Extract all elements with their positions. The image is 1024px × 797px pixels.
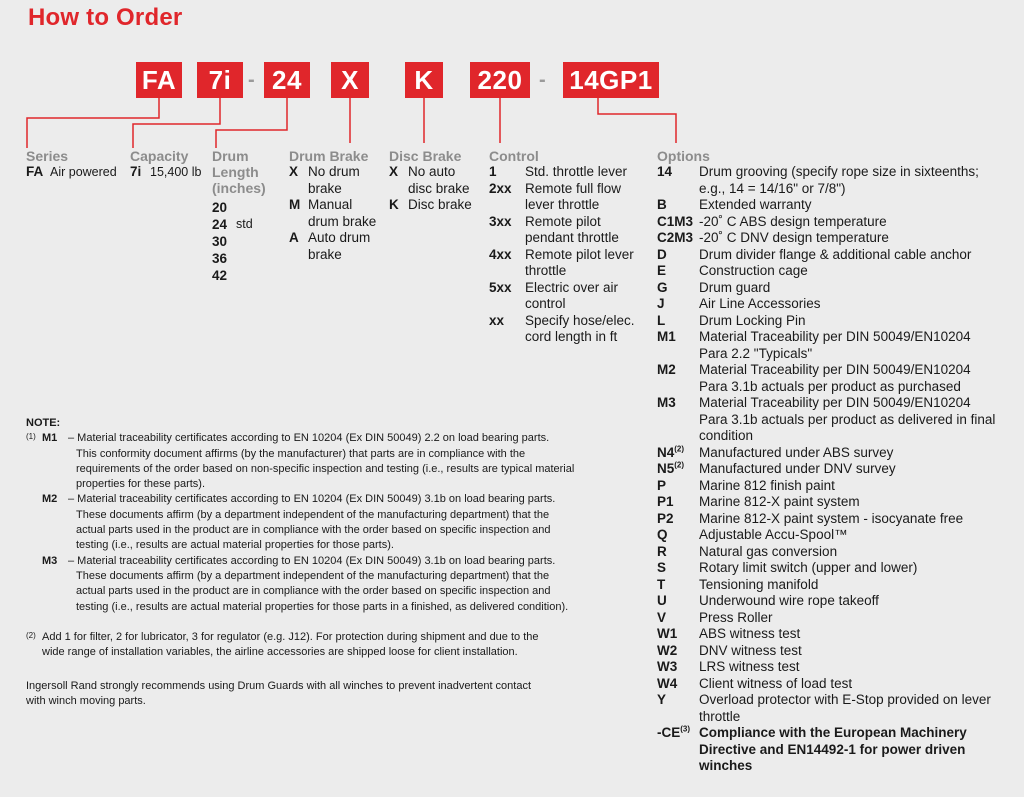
- option-item: [657, 395, 1017, 445]
- option-desc: Rotary limit switch (upper and lower): [699, 560, 918, 575]
- option-code-wrap: [657, 280, 699, 297]
- option-desc: condition: [699, 428, 754, 443]
- option-code: M2: [657, 362, 676, 377]
- code-box-capacity: 7i: [197, 62, 243, 98]
- drum-length-column: [212, 148, 282, 284]
- drum-brake-desc: Auto drum: [308, 230, 371, 245]
- control-desc: Remote pilot lever: [525, 246, 634, 262]
- code-dash: -: [248, 69, 255, 91]
- disc-brake-desc: No auto: [408, 164, 456, 179]
- control-item: [489, 280, 639, 313]
- note-marker: (1): [26, 432, 36, 442]
- drum-length-header-line: Length: [212, 164, 259, 180]
- drum-brake-column: [289, 148, 389, 263]
- option-desc: Marine 812-X paint system - isocyanate free: [699, 510, 964, 526]
- control-desc: throttle: [525, 263, 567, 278]
- option-item: [657, 626, 1017, 643]
- option-item: [657, 676, 1017, 693]
- option-item: [657, 577, 1017, 594]
- note-line: These documents affirm (by a department independent of the manufacturing department) that the: [76, 569, 550, 582]
- option-code: G: [657, 279, 668, 295]
- option-code-wrap: [657, 296, 699, 313]
- option-item: [657, 313, 1017, 330]
- option-code-wrap: [657, 230, 699, 247]
- drum-brake-desc: Manual: [308, 197, 353, 212]
- note-line: – Material traceability certificates according to EN 10204 (Ex DIN 50049) 3.1b on load bearing parts.: [68, 493, 556, 506]
- option-desc: -20˚ C ABS design temperature: [699, 213, 887, 229]
- code-box-control: 220: [470, 62, 530, 98]
- option-code: C1M3: [657, 213, 694, 229]
- disc-brake-code: X: [389, 164, 399, 179]
- drum-brake-item: [289, 164, 389, 197]
- recommendation-note: [26, 679, 626, 710]
- option-code: P1: [657, 494, 674, 509]
- notes-section: [26, 416, 626, 615]
- option-item: [657, 263, 1017, 280]
- control-item: [489, 214, 639, 247]
- note-line: testing (i.e., results are actual material properties for those parts in a finished, as delivered condition).: [76, 600, 569, 613]
- option-desc: Material Traceability per DIN 50049/EN10204: [699, 362, 971, 377]
- drum-length-item: [212, 199, 282, 216]
- options-column: [657, 148, 1017, 775]
- option-desc: Marine 812-X paint system: [699, 494, 860, 509]
- connector-capacity: [133, 98, 220, 148]
- option-item: [657, 197, 1017, 214]
- drum-length-item: [212, 233, 282, 250]
- option-item: [657, 280, 1017, 297]
- option-desc: -20˚ C DNV design temperature: [699, 230, 889, 245]
- option-item: [657, 329, 1017, 362]
- option-code: W3: [657, 659, 678, 674]
- option-desc: Manufactured under ABS survey: [699, 444, 894, 460]
- control-code: xx: [489, 312, 505, 328]
- option-desc: Drum divider flange & additional cable anchor: [699, 246, 972, 262]
- option-code-wrap: [657, 577, 699, 594]
- option-item: [657, 643, 1017, 660]
- drum-brake-code: A: [289, 230, 299, 245]
- drum-length-code: 20: [212, 200, 228, 215]
- control-item: [489, 164, 639, 181]
- note-line: testing (i.e., results are actual material properties for those parts).: [76, 539, 394, 552]
- drum-brake-desc: No drum: [308, 164, 360, 179]
- option-code-wrap: [657, 197, 699, 214]
- option-item: [657, 478, 1017, 495]
- option-code-wrap: [657, 725, 699, 775]
- code-box-series: FA: [136, 62, 182, 98]
- option-item: [657, 659, 1017, 676]
- option-desc: Para 3.1b actuals per product as purchased: [699, 378, 961, 394]
- disc-brake-code: K: [389, 197, 399, 212]
- note-item: [26, 492, 626, 553]
- option-desc: DNV witness test: [699, 642, 802, 658]
- option-desc: Para 2.2 "Typicals": [699, 345, 813, 361]
- control-item: [489, 181, 639, 214]
- option-item: [657, 544, 1017, 561]
- options-header: Options: [657, 148, 710, 164]
- option-code: Q: [657, 527, 668, 542]
- control-header: Control: [489, 148, 539, 164]
- disc-brake-desc: Disc brake: [408, 197, 472, 212]
- drum-length-item: [212, 267, 282, 284]
- option-code: V: [657, 609, 667, 625]
- series-code: FA: [26, 164, 44, 179]
- option-code-wrap: [657, 676, 699, 693]
- drum-brake-desc: drum brake: [308, 213, 377, 229]
- option-desc: Client witness of load test: [699, 675, 853, 691]
- option-desc: winches: [699, 758, 753, 773]
- option-code: U: [657, 593, 667, 608]
- option-code: M1: [657, 329, 676, 344]
- disc-brake-header: Disc Brake: [389, 148, 462, 164]
- drum-length-desc: std: [236, 217, 253, 231]
- option-item: [657, 725, 1017, 775]
- option-code: B: [657, 197, 667, 212]
- option-code: T: [657, 576, 666, 592]
- option-code: J: [657, 296, 665, 311]
- option-code-wrap: [657, 527, 699, 544]
- option-desc: Material Traceability per DIN 50049/EN10204: [699, 329, 971, 344]
- note-item: [26, 554, 626, 615]
- option-footnote-marker: (3): [680, 724, 691, 734]
- option-desc: LRS witness test: [699, 659, 800, 674]
- option-code-wrap: [657, 461, 699, 478]
- option-item: [657, 560, 1017, 577]
- option-code-wrap: [657, 494, 699, 511]
- drum-brake-item: [289, 197, 389, 230]
- option-code-wrap: [657, 329, 699, 362]
- option-code: N5: [657, 461, 675, 476]
- drum-brake-desc: brake: [308, 180, 342, 196]
- option-desc: Press Roller: [699, 609, 773, 625]
- series-item: [26, 164, 126, 181]
- code-dash: -: [539, 69, 546, 91]
- option-footnote-marker: (2): [674, 444, 685, 453]
- option-code-wrap: [657, 560, 699, 577]
- option-code: Y: [657, 692, 667, 707]
- option-item: [657, 593, 1017, 610]
- option-desc: throttle: [699, 708, 741, 724]
- control-item: [489, 313, 639, 346]
- option-desc: Construction cage: [699, 263, 808, 278]
- control-desc: Std. throttle lever: [525, 164, 628, 179]
- option-code: -CE: [657, 725, 681, 740]
- drum-length-header-line: Drum: [212, 148, 249, 164]
- option-code: P: [657, 477, 667, 493]
- code-box-drum-length: 24: [264, 62, 310, 98]
- note-line: – Material traceability certificates according to EN 10204 (Ex DIN 50049) 2.2 on load bearing parts.: [68, 432, 550, 445]
- connector-options: [598, 98, 676, 143]
- option-desc: Manufactured under DNV survey: [699, 461, 896, 476]
- control-code: 1: [489, 164, 497, 179]
- option-code: W2: [657, 642, 678, 658]
- notes-list: [26, 431, 626, 615]
- note-line: These documents affirm (by a department independent of the manufacturing department) that the: [76, 508, 550, 521]
- note-line: This conformity document affirms (by the manufacturer) that parts are in compliance with the: [76, 447, 526, 460]
- drum-length-code: 30: [212, 234, 228, 249]
- option-code-wrap: [657, 610, 699, 627]
- option-desc: Para 3.1b actuals per product as delivered in final: [699, 411, 996, 427]
- control-list: [489, 164, 639, 346]
- option-code-wrap: [657, 445, 699, 462]
- drum-length-item: [212, 216, 282, 233]
- note-item: [26, 431, 626, 492]
- note-line: actual parts used in the product are in compliance with the order based on specific inspection and: [76, 524, 551, 537]
- option-code: 14: [657, 164, 673, 179]
- option-code: D: [657, 246, 667, 262]
- control-item: [489, 247, 639, 280]
- option-code-wrap: [657, 544, 699, 561]
- connector-drum-length: [216, 98, 287, 148]
- recommendation-line: Ingersoll Rand strongly recommends using Drum Guards with all winches to prevent inadvertent contact: [26, 680, 532, 692]
- option-item: [657, 164, 1017, 197]
- drum-brake-code: M: [289, 197, 301, 212]
- option-code: M3: [657, 395, 676, 410]
- note-line: requirements of the order based on non-specific inspection and testing (i.e., results are typical material: [76, 462, 575, 475]
- control-code: 2xx: [489, 180, 512, 196]
- option-item: [657, 610, 1017, 627]
- option-code: N4: [657, 444, 675, 460]
- options-list: [657, 164, 1017, 775]
- control-code: 3xx: [489, 213, 512, 229]
- note-line: – Material traceability certificates according to EN 10204 (Ex DIN 50049) 3.1b on load bearing parts.: [68, 554, 556, 567]
- option-code: P2: [657, 510, 674, 526]
- drum-length-item: [212, 250, 282, 267]
- series-column: [26, 148, 126, 181]
- capacity-code: 7i: [130, 164, 142, 179]
- drum-length-code: 24: [212, 217, 228, 232]
- control-desc: Remote pilot: [525, 213, 601, 229]
- option-code-wrap: [657, 247, 699, 264]
- notes-heading: NOTE:: [26, 417, 61, 429]
- code-box-disc-brake: K: [405, 62, 443, 98]
- control-column: [489, 148, 639, 346]
- option-code: S: [657, 560, 667, 575]
- option-code-wrap: [657, 626, 699, 643]
- control-desc: lever throttle: [525, 197, 600, 212]
- option-code-wrap: [657, 643, 699, 660]
- control-desc: pendant throttle: [525, 230, 619, 245]
- option-code: R: [657, 543, 667, 559]
- option-desc: ABS witness test: [699, 626, 801, 641]
- option-footnote-marker: (2): [674, 460, 685, 470]
- option-item: [657, 247, 1017, 264]
- option-desc: Drum guard: [699, 279, 771, 295]
- option-item: [657, 692, 1017, 725]
- note-code: M1: [42, 432, 58, 445]
- page-title: How to Order: [28, 4, 183, 31]
- option-desc: Natural gas conversion: [699, 543, 838, 559]
- control-desc: Specify hose/elec.: [525, 312, 635, 328]
- option-code: W4: [657, 675, 678, 691]
- drum-brake-item: [289, 230, 389, 263]
- note-2-line: Add 1 for filter, 2 for lubricator, 3 for regulator (e.g. J12). For protection during shipment and due to the: [42, 631, 539, 643]
- option-code: E: [657, 263, 667, 278]
- option-item: [657, 494, 1017, 511]
- drum-length-header-line: (inches): [212, 180, 266, 196]
- option-desc: Material Traceability per DIN 50049/EN10204: [699, 395, 971, 410]
- series-desc: Air powered: [50, 165, 117, 179]
- disc-brake-column: [389, 148, 489, 214]
- option-desc: Tensioning manifold: [699, 576, 819, 592]
- option-desc: Underwound wire rope takeoff: [699, 593, 879, 608]
- option-code-wrap: [657, 478, 699, 495]
- connector-series: [27, 98, 159, 148]
- note-2-marker: (2): [26, 631, 36, 640]
- control-code: 5xx: [489, 279, 512, 295]
- option-desc: Drum grooving (specify rope size in sixteenths;: [699, 164, 979, 179]
- note-2: [26, 630, 626, 661]
- option-code: C2M3: [657, 230, 694, 245]
- drum-brake-header: Drum Brake: [289, 148, 369, 164]
- option-code-wrap: [657, 511, 699, 528]
- series-header: Series: [26, 148, 69, 164]
- drum-brake-code: X: [289, 164, 299, 179]
- option-desc: Adjustable Accu-Spool™: [699, 527, 848, 542]
- connector-lines: [0, 0, 1024, 160]
- note-code: M3: [42, 554, 58, 567]
- option-item: [657, 527, 1017, 544]
- note-2-line: wide range of installation variables, the airline accessories are shipped loose for client installation.: [42, 646, 518, 659]
- option-code-wrap: [657, 659, 699, 676]
- control-desc: Electric over air: [525, 279, 619, 295]
- option-code-wrap: [657, 593, 699, 610]
- option-item: [657, 461, 1017, 478]
- option-item: [657, 511, 1017, 528]
- option-item: [657, 230, 1017, 247]
- option-code-wrap: [657, 313, 699, 330]
- option-code-wrap: [657, 395, 699, 445]
- option-desc: Extended warranty: [699, 197, 812, 212]
- capacity-item: [130, 164, 210, 181]
- option-code: L: [657, 312, 666, 328]
- option-desc: Overload protector with E-Stop provided on lever: [699, 692, 991, 707]
- option-desc: Marine 812 finish paint: [699, 477, 835, 493]
- option-code: W1: [657, 626, 678, 641]
- code-box-drum-brake: X: [331, 62, 369, 98]
- option-desc: Compliance with the European Machinery: [699, 725, 967, 740]
- note-marker: [26, 554, 42, 615]
- control-desc: cord length in ft: [525, 329, 618, 344]
- note-code: M2: [42, 493, 58, 506]
- note-line: properties for these parts).: [76, 478, 206, 491]
- capacity-desc: 15,400 lb: [150, 165, 202, 179]
- option-desc: Air Line Accessories: [699, 296, 821, 311]
- option-item: [657, 214, 1017, 231]
- drum-length-code: 36: [212, 251, 228, 266]
- option-desc: Drum Locking Pin: [699, 312, 806, 328]
- recommendation-line: with winch moving parts.: [26, 695, 146, 708]
- note-marker: [26, 492, 42, 553]
- control-desc: control: [525, 296, 566, 311]
- option-desc: Directive and EN14492-1 for power driven: [699, 741, 966, 757]
- capacity-header: Capacity: [130, 148, 189, 164]
- disc-brake-item: [389, 164, 489, 197]
- drum-length-code: 42: [212, 268, 228, 283]
- disc-brake-desc: disc brake: [408, 180, 470, 196]
- note-line: actual parts used in the product are in compliance with the order based on specific inspection and: [76, 585, 551, 598]
- option-code-wrap: [657, 164, 699, 197]
- disc-brake-item: [389, 197, 489, 214]
- option-code-wrap: [657, 263, 699, 280]
- option-item: [657, 445, 1017, 462]
- option-code-wrap: [657, 214, 699, 231]
- capacity-column: [130, 148, 210, 181]
- code-box-options: 14GP1: [563, 62, 659, 98]
- drum-brake-desc: brake: [308, 246, 342, 262]
- option-item: [657, 296, 1017, 313]
- option-code-wrap: [657, 692, 699, 725]
- option-desc: e.g., 14 = 14/16" or 7/8"): [699, 180, 846, 196]
- option-code-wrap: [657, 362, 699, 395]
- option-item: [657, 362, 1017, 395]
- control-desc: Remote full flow: [525, 180, 622, 196]
- control-code: 4xx: [489, 246, 512, 262]
